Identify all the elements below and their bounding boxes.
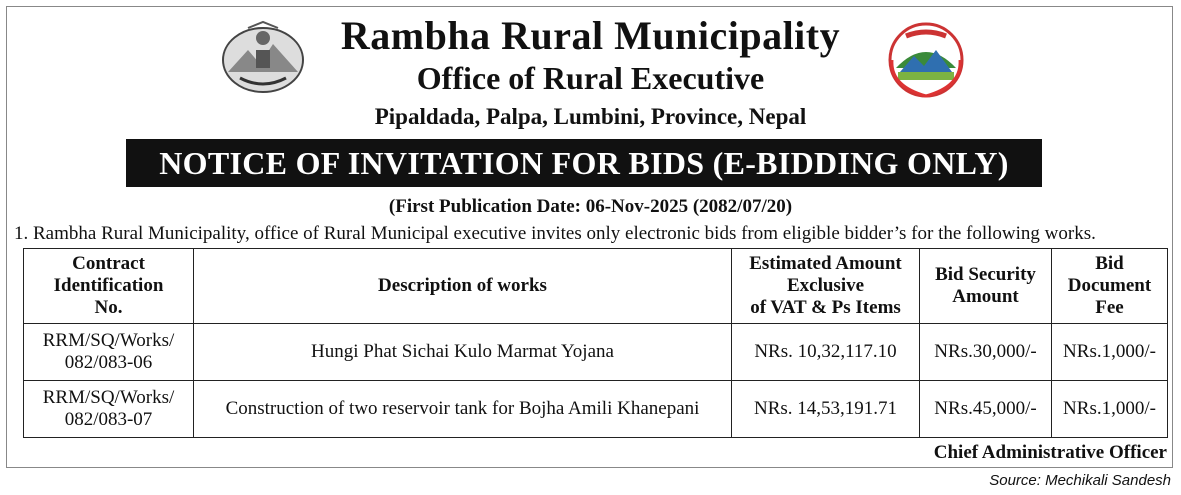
- header-contract-id: Contract Identification No.: [24, 249, 194, 324]
- table-header-row: [24, 249, 1168, 324]
- cell-estimate: NRs. 14,53,191.71: [732, 381, 920, 438]
- cell-description: Hungi Phat Sichai Kulo Marmat Yojana: [194, 324, 732, 381]
- cell-contract-id: RRM/SQ/Works/ 082/083-06: [24, 324, 194, 381]
- table-row: [24, 381, 1168, 438]
- header-description: Description of works: [194, 249, 732, 324]
- cell-estimate: NRs. 10,32,117.10: [732, 324, 920, 381]
- publication-date: (First Publication Date: 06-Nov-2025 (2082/07/20): [388, 196, 793, 217]
- municipality-title: Rambha Rural Municipality: [340, 13, 841, 58]
- cell-contract-id: RRM/SQ/Works/ 082/083-07: [24, 381, 194, 438]
- cell-security: NRs.45,000/-: [920, 381, 1052, 438]
- header-bid-document-fee: Bid Document Fee: [1052, 249, 1168, 324]
- source-credit: Source: Mechikali Sandesh: [989, 472, 1171, 489]
- signatory-title: Chief Administrative Officer: [933, 442, 1167, 463]
- intro-paragraph: 1. Rambha Rural Municipality, office of Rural Municipal executive invites only electronic bids from eligible bidder’s for the following works.: [14, 223, 1096, 244]
- cell-description: Construction of two reservoir tank for Bojha Amili Khanepani: [194, 381, 732, 438]
- cell-fee: NRs.1,000/-: [1052, 381, 1168, 438]
- header-bid-security: Bid Security Amount: [920, 249, 1052, 324]
- office-subtitle: Office of Rural Executive: [416, 60, 765, 96]
- works-table: [23, 248, 1168, 438]
- header-estimated-amount: Estimated Amount Exclusive of VAT & Ps Items: [732, 249, 920, 324]
- cell-fee: NRs.1,000/-: [1052, 324, 1168, 381]
- office-address: Pipaldada, Palpa, Lumbini, Province, Nepal: [374, 104, 807, 129]
- cell-security: NRs.30,000/-: [920, 324, 1052, 381]
- table-row: [24, 324, 1168, 381]
- notice-banner: NOTICE OF INVITATION FOR BIDS (E-BIDDING ONLY): [126, 139, 1042, 187]
